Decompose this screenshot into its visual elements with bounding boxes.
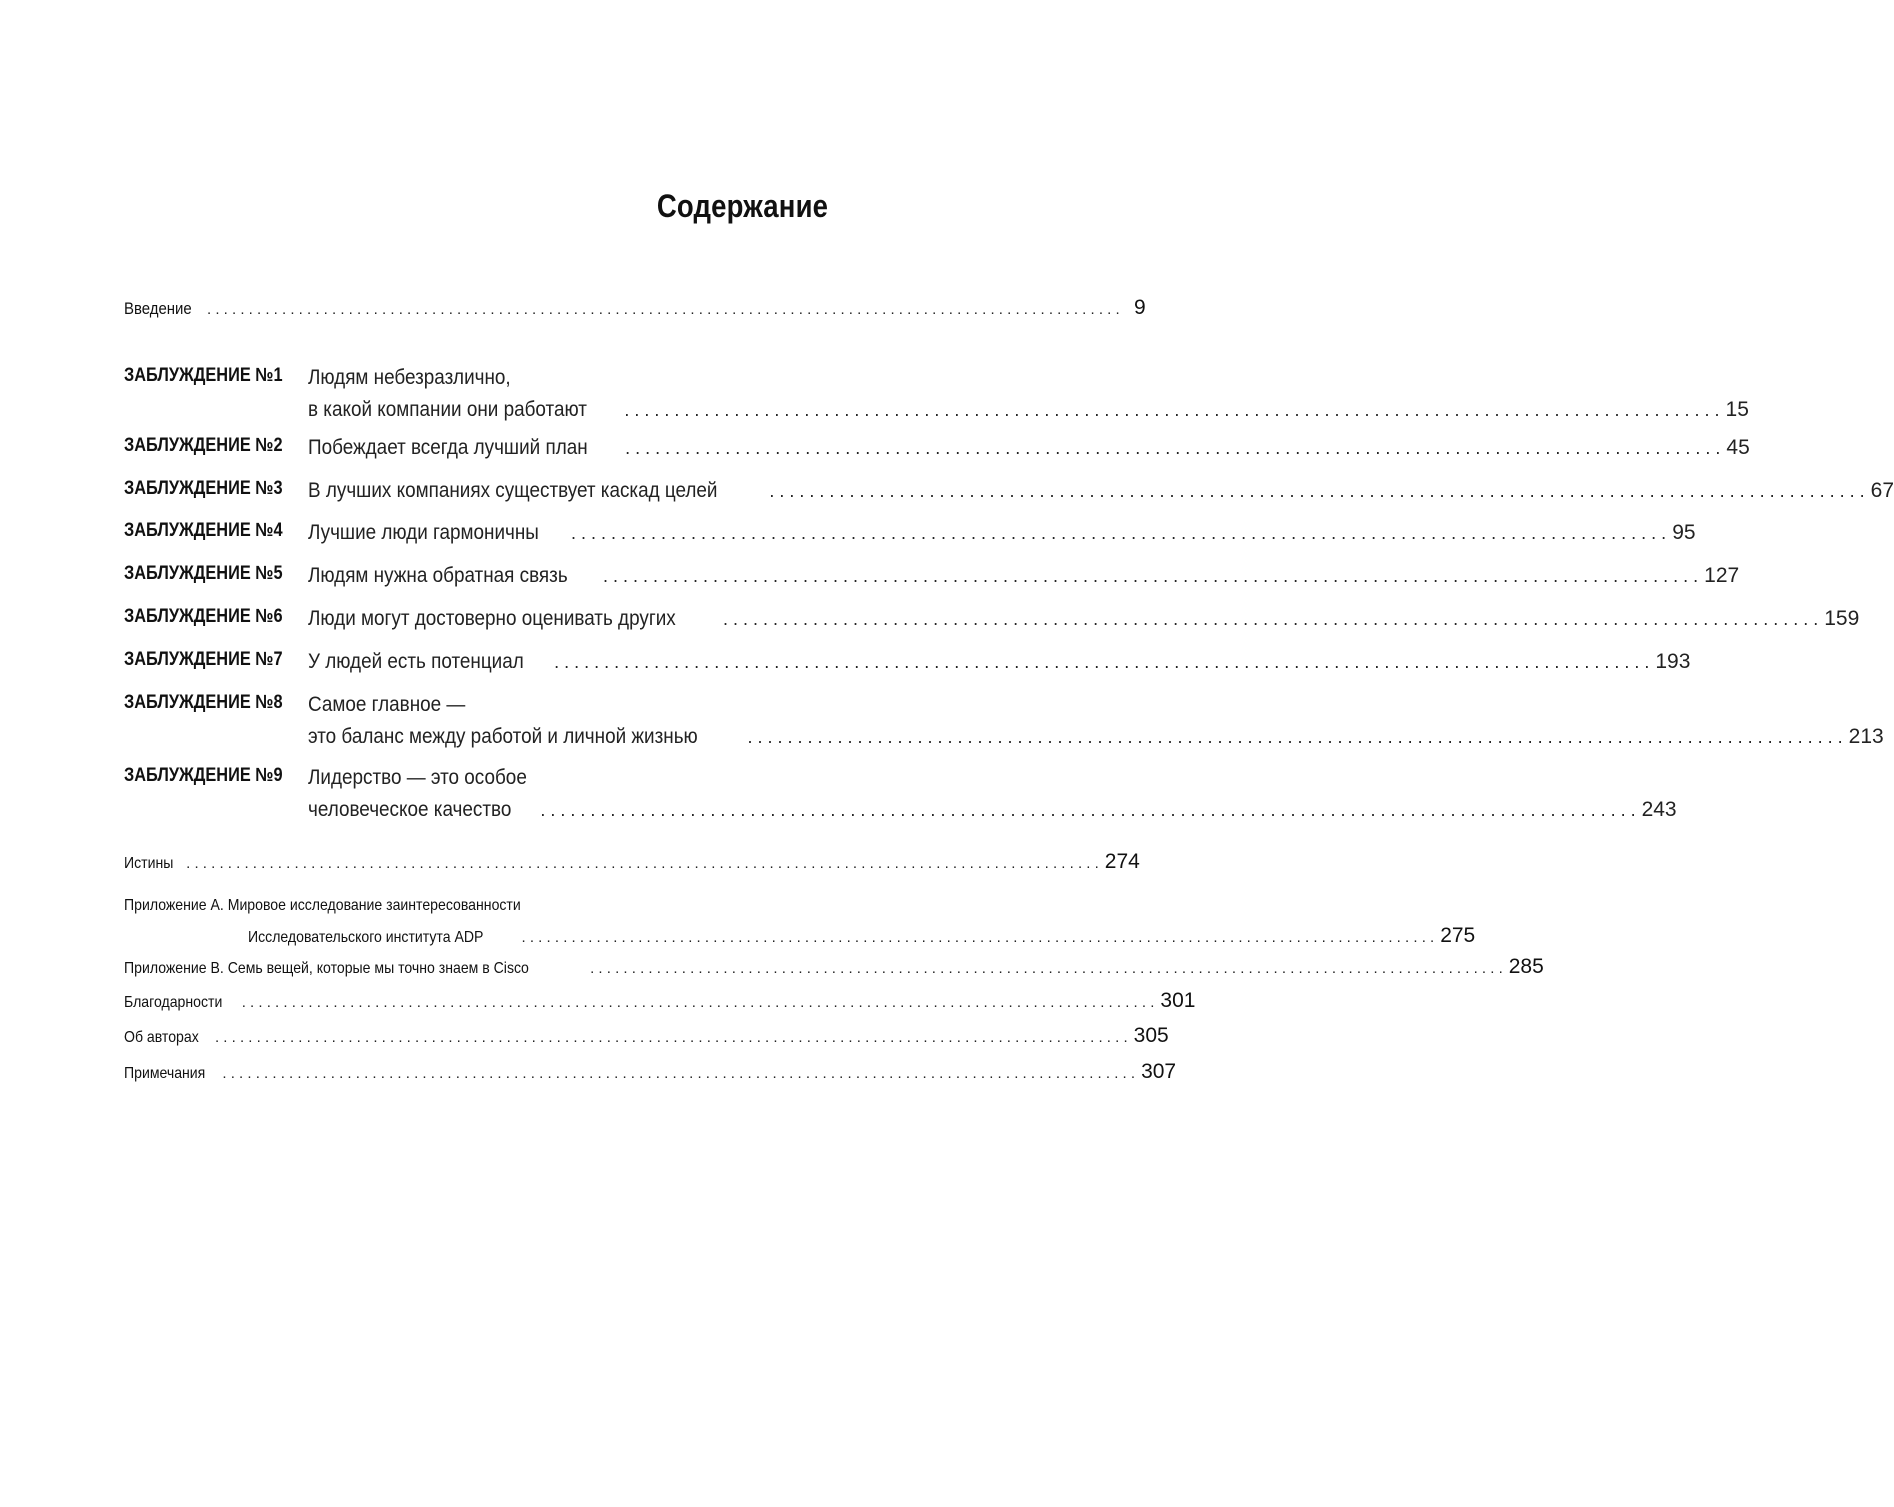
page-number: 243 (1641, 798, 1677, 821)
myth-title (308, 517, 1695, 549)
myth-title-text: Побеждает всегда лучший план (308, 436, 589, 459)
page-number: 45 (1726, 436, 1750, 459)
toc-entry-label: Истины (124, 855, 174, 872)
toc-entry-myth (124, 432, 1750, 464)
toc-entry-myth (124, 646, 1691, 678)
leader-dots (603, 560, 1698, 592)
leader-dots (590, 960, 1503, 977)
page-number: 193 (1655, 650, 1691, 673)
toc-entry-line (124, 1060, 1177, 1084)
myth-title-line (308, 762, 1676, 794)
myth-title-text: в какой компании они работают (308, 398, 588, 421)
myth-label: ЗАБЛУЖДЕНИЕ №6 (124, 606, 283, 627)
myth-title-text: это баланс между работой и личной жизнью (308, 725, 699, 748)
page-title: Содержание (656, 188, 828, 224)
page-number: 15 (1725, 398, 1749, 421)
toc-entry-myth (124, 762, 1677, 826)
leader-dots (769, 475, 1864, 507)
myth-title-text: Людям нужна обратная связь (308, 564, 569, 587)
page-number: 274 (1104, 850, 1140, 873)
myth-title-text: Людям небезразлично, (308, 366, 512, 389)
toc-entry-label: Благодарности (124, 994, 223, 1011)
myth-title (308, 475, 1894, 507)
leader-dots (571, 517, 1666, 549)
toc-entry-myth (124, 517, 1696, 549)
toc-entry-back-matter (124, 989, 1196, 1013)
toc-entry-line (124, 850, 1140, 874)
page-number: 307 (1141, 1060, 1177, 1083)
page-number: 213 (1848, 725, 1884, 748)
myth-title (308, 560, 1739, 592)
toc-entry-line (124, 921, 1476, 953)
myth-title-text: Люди могут достоверно оценивать других (308, 607, 677, 630)
toc-entry-intro (124, 296, 1146, 320)
page-number: 9 (1133, 296, 1146, 319)
toc-entry-myth (124, 560, 1740, 592)
toc-entry-back-matter (124, 955, 1544, 979)
myth-label: ЗАБЛУЖДЕНИЕ №1 (124, 365, 283, 386)
myth-title-line (308, 646, 1690, 678)
toc-entry-myth (124, 362, 1749, 426)
leader-dots (625, 432, 1720, 464)
myth-title-line (308, 432, 1749, 464)
myth-title-line (308, 517, 1695, 549)
toc-entry-back-matter (124, 1060, 1177, 1084)
myth-title-text: В лучших компаниях существует каскад целей (308, 479, 718, 502)
toc-entry-label: Исследовательского института ADP (248, 929, 484, 946)
toc-entry-label: Введение (124, 299, 192, 318)
toc-entry-line (124, 989, 1196, 1013)
myth-title-text: человеческое качество (308, 798, 512, 821)
page-number: 275 (1440, 924, 1476, 947)
myth-title-line (308, 689, 1883, 721)
toc-entry-label: Приложение А. Мировое исследование заинтересованности (124, 897, 521, 914)
page-number: 67 (1870, 479, 1894, 502)
myth-title (308, 362, 1748, 426)
myth-title-line (308, 560, 1739, 592)
leader-dots (747, 721, 1842, 753)
myth-title-text: Лучшие люди гармоничны (308, 521, 540, 544)
toc-entry-label: Об авторах (124, 1029, 199, 1046)
toc-entry-myth (124, 603, 1860, 635)
myth-title-line (308, 475, 1894, 507)
myth-title (308, 762, 1676, 826)
myth-title-text: Лидерство — это особое (308, 766, 528, 789)
leader-dots (522, 923, 1435, 953)
leader-dots (624, 394, 1719, 426)
toc-entry-line (124, 891, 828, 921)
myth-title (308, 646, 1690, 678)
leader-dots (554, 646, 1649, 678)
page-number: 127 (1704, 564, 1740, 587)
page-number: 159 (1824, 607, 1860, 630)
leader-dots (242, 994, 1155, 1011)
leader-dots (222, 1065, 1135, 1082)
toc-entry-label: Приложение В. Семь вещей, которые мы точно знаем в Cisco (124, 960, 529, 977)
toc-entry-myth (124, 475, 1894, 507)
myth-label: ЗАБЛУЖДЕНИЕ №2 (124, 435, 283, 456)
myth-label: ЗАБЛУЖДЕНИЕ №4 (124, 520, 283, 541)
leader-dots (723, 603, 1818, 635)
leader-dots (215, 1029, 1128, 1046)
myth-label: ЗАБЛУЖДЕНИЕ №8 (124, 692, 283, 713)
leader-dots (540, 794, 1635, 826)
page-number: 285 (1508, 955, 1544, 978)
toc-entry-label: Примечания (124, 1065, 206, 1082)
toc-entry-back-matter (124, 1024, 1169, 1048)
myth-label: ЗАБЛУЖДЕНИЕ №3 (124, 478, 283, 499)
myth-title-text: У людей есть потенциал (308, 650, 525, 673)
myth-label: ЗАБЛУЖДЕНИЕ №9 (124, 765, 283, 786)
toc-entry-line (124, 1024, 1169, 1048)
page-number: 95 (1672, 521, 1696, 544)
page-number: 305 (1133, 1024, 1169, 1047)
myth-title-line (308, 362, 1748, 394)
myth-label: ЗАБЛУЖДЕНИЕ №7 (124, 649, 283, 670)
toc-entry-back-matter (124, 850, 1140, 874)
myth-title-line (308, 794, 1676, 826)
toc-entry-back-matter (124, 891, 1476, 953)
myth-title (308, 603, 1859, 635)
page-number: 301 (1160, 989, 1196, 1012)
leader-dots (207, 301, 1120, 318)
toc-entry-myth (124, 689, 1884, 753)
myth-title-line (308, 603, 1859, 635)
myth-title-text: Самое главное — (308, 693, 466, 716)
myth-title (308, 689, 1883, 753)
toc-entry-line (124, 955, 1544, 979)
leader-dots (186, 855, 1099, 872)
myth-title-line (308, 394, 1748, 426)
myth-label: ЗАБЛУЖДЕНИЕ №5 (124, 563, 283, 584)
myth-title-line (308, 721, 1883, 753)
myth-title (308, 432, 1749, 464)
